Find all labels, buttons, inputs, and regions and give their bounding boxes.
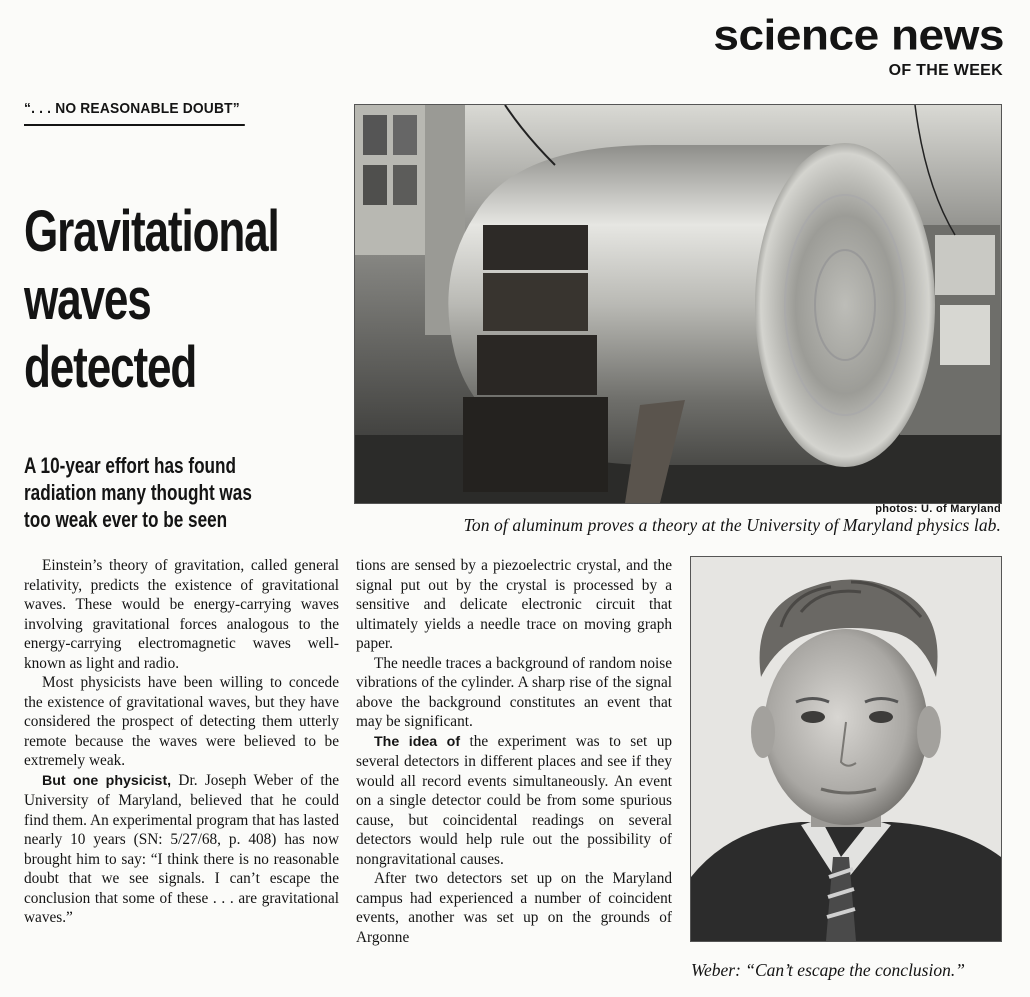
photo-caption: Ton of aluminum proves a theory at the University of Maryland physics lab. (463, 515, 1001, 535)
run-in-lead: But one physicist, (42, 772, 172, 789)
kicker: “. . . NO REASONABLE DOUBT” (24, 100, 245, 126)
article-column-2 (356, 556, 672, 947)
deck-line: A 10-year effort has found (24, 453, 237, 478)
body-paragraph (356, 732, 672, 870)
section-subtitle: OF THE WEEK (888, 62, 1003, 79)
portrait-photo (690, 556, 1002, 942)
headline-line: Gravitational (24, 199, 279, 264)
portrait-caption: Weber: “Can’t escape the conclusion.” (691, 960, 965, 980)
body-paragraph: The needle traces a background of random noise vibrations of the cylinder. A sharp rise of the signal above the background constitutes an event that may be significant. (356, 654, 672, 730)
headline-line: waves (24, 267, 151, 332)
deck-line: radiation many thought was (24, 480, 252, 505)
body-paragraph: After two detectors set up on the Maryland campus had experienced a number of coincident events, another was set up on the grounds of Argonne (356, 870, 672, 946)
deck (24, 452, 305, 533)
body-paragraph (24, 771, 339, 928)
paragraph-text: Dr. Joseph Weber of the University of Maryland, believed that he could find them. An experimental program that has lasted nearly 10 years (SN: 5/27/68, p. 408) has now brought him to say: “I think there is no reasonable doubt that we see signals. I can’t escape the conclusion that some of these . . . are gravitational waves.” (24, 771, 340, 926)
headline-line: detected (24, 335, 197, 400)
deck-line: too weak ever to be seen (24, 507, 228, 532)
headline (24, 198, 279, 402)
photo-credit: photos: U. of Maryland (875, 503, 1001, 515)
detector-photo-image (355, 105, 1001, 503)
body-paragraph: Einstein’s theory of gravitation, called general relativity, predicts the existence of gravitational waves. These would be energy-carrying waves involving gravitational forces analogous to the energy-carrying electromagnetic waves well-known as light and radio. (24, 557, 339, 672)
body-paragraph: tions are sensed by a piezoelectric crystal, and the signal put out by the crystal is processed by a sensitive and delicate electronic circuit that ultimately yields a needle trace on moving graph paper. (356, 557, 672, 652)
detector-photo (354, 104, 1002, 504)
run-in-lead: The idea of (374, 733, 461, 750)
paragraph-text: the experiment was to set up several detectors in different places and see if they would all record events simultaneously. An event on a single detector could be from some spurious cause, but coincidental readings on several detectors would help rule out the possibility of nongravitational causes. (356, 732, 672, 868)
body-paragraph: Most physicists have been willing to concede the existence of gravitational waves, but they have considered the prospect of detecting them utterly remote because the waves were believed to be extremely weak. (24, 674, 339, 769)
article-column-1 (24, 556, 339, 928)
section-title: science news (713, 11, 1004, 59)
portrait-photo-image (691, 557, 1001, 941)
